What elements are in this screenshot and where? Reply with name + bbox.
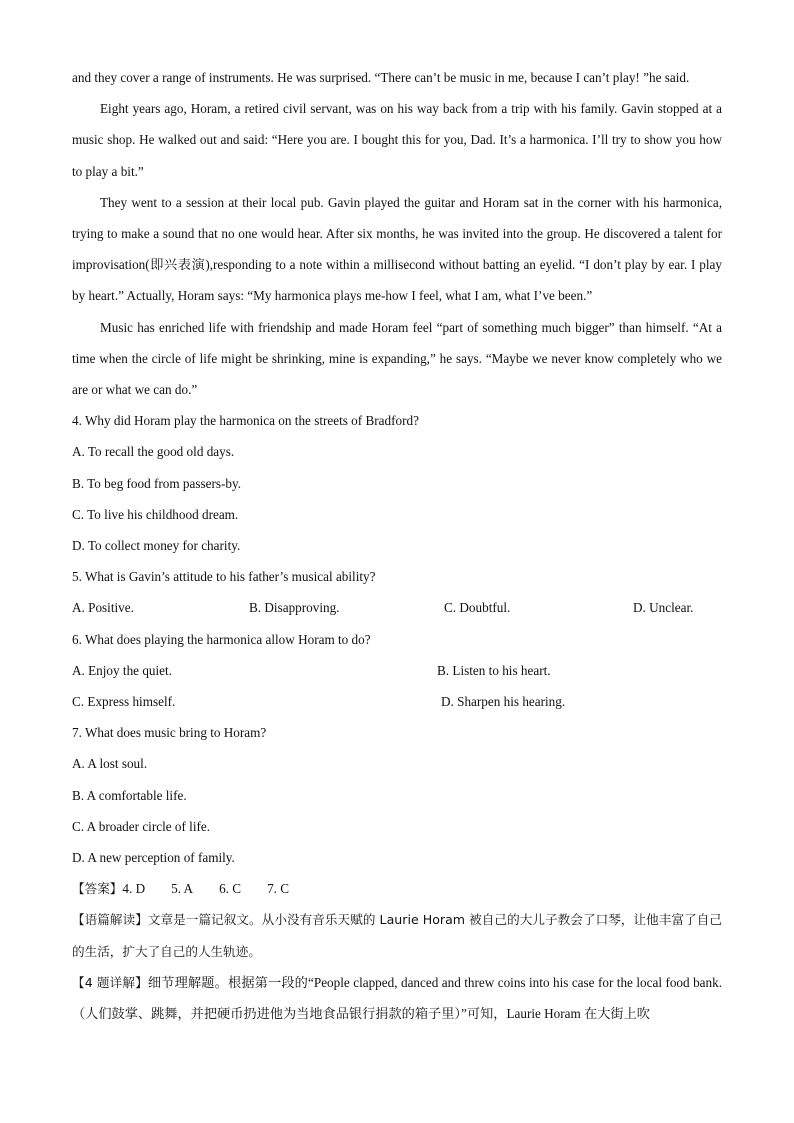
question-4: 4. Why did Horam play the harmonica on the streets of Bradford? — [72, 413, 419, 429]
answer-6: 6. C — [219, 881, 242, 897]
answer-label: 【答案】 — [72, 881, 123, 897]
answer-key — [72, 873, 722, 904]
question-6-options-row-1 — [72, 655, 722, 686]
passage-paragraph-2: They went to a session at their local pub. Gavin played the guitar and Horam sat in the corner with his harmonica, trying to make a sound that no one would hear. After six months, he was invited into the group. He discovered a talent for improvisation(即兴表演),responding to a note within a millisecond without batting an eyelid. “I don’t play by ear. I play by heart.” Actually, Horam says: “My harmonica plays me-how I feel, what I am, what I’ve been.” — [72, 194, 722, 304]
question-4-option-d: D. To collect money for charity. — [72, 538, 241, 554]
answer-7: 7. C — [267, 881, 290, 897]
analysis-text: 文章是一篇记叙文。从小没有音乐天赋的 Laurie Horam 被自己的大儿子教会了口琴，让他丰富了自己的生活，扩大了自己的人生轨迹。 — [72, 912, 722, 959]
question-5: 5. What is Gavin’s attitude to his father’s musical ability? — [72, 569, 376, 585]
question-6-options-row-2 — [72, 686, 722, 717]
question-7-option-c: C. A broader circle of life. — [72, 818, 211, 834]
question-5-option-a: A. Positive. — [72, 600, 134, 616]
detail-4-text: 细节理解题。根据第一段的“People clapped, danced and threw coins into his case for the local food bank.（人们鼓掌、跳舞，并把硬币扔进他为当地食品银行捐款的箱子里）”可知，Laurie Horam 在大街上吹 — [72, 974, 722, 1022]
passage-paragraph-0: and they cover a range of instruments. He was surprised. “There can’t be music in me, because I can’t play! ”he said. — [72, 70, 690, 85]
question-7-option-b: B. A comfortable life. — [72, 787, 187, 803]
question-4-option-b: B. To beg food from passers-by. — [72, 475, 242, 491]
answer-5: 5. A — [171, 881, 194, 897]
question-6-option-b: B. Listen to his heart. — [437, 662, 551, 678]
passage-paragraph-1: Eight years ago, Horam, a retired civil servant, was on his way back from a trip with his family. Gavin stopped at a music shop. He walked out and said: “Here you are. I bought this for you, Dad. It’s a harmonica. I’ll try to show you how to play a bit.” — [72, 101, 722, 179]
question-7-option-a: A. A lost soul. — [72, 756, 148, 772]
question-4-option-c: C. To live his childhood dream. — [72, 506, 239, 522]
question-6-option-c: C. Express himself. — [72, 694, 176, 710]
question-4-detail — [72, 967, 722, 1029]
document-page — [72, 62, 722, 1029]
passage-paragraph-3: Music has enriched life with friendship and made Horam feel “part of something much bigger” than himself. “At a time when the circle of life might be shrinking, mine is expanding,” he says. “Maybe we never know completely who we are or what we can do.” — [72, 319, 722, 398]
question-7: 7. What does music bring to Horam? — [72, 725, 267, 741]
detail-4-label: 【4 题详解】 — [72, 974, 148, 990]
question-6: 6. What does playing the harmonica allow Horam to do? — [72, 631, 371, 647]
question-4-option-a: A. To recall the good old days. — [72, 444, 235, 460]
question-5-option-d: D. Unclear. — [633, 600, 694, 616]
question-5-options — [72, 592, 722, 623]
question-5-option-b: B. Disapproving. — [249, 600, 340, 616]
question-6-option-d: D. Sharpen his hearing. — [441, 694, 566, 710]
analysis-label: 【语篇解读】 — [72, 912, 148, 928]
passage-analysis — [72, 904, 722, 966]
answer-4: 4. D — [122, 881, 146, 897]
question-7-option-d: D. A new perception of family. — [72, 850, 235, 866]
question-6-option-a: A. Enjoy the quiet. — [72, 662, 172, 678]
question-5-option-c: C. Doubtful. — [444, 600, 511, 616]
